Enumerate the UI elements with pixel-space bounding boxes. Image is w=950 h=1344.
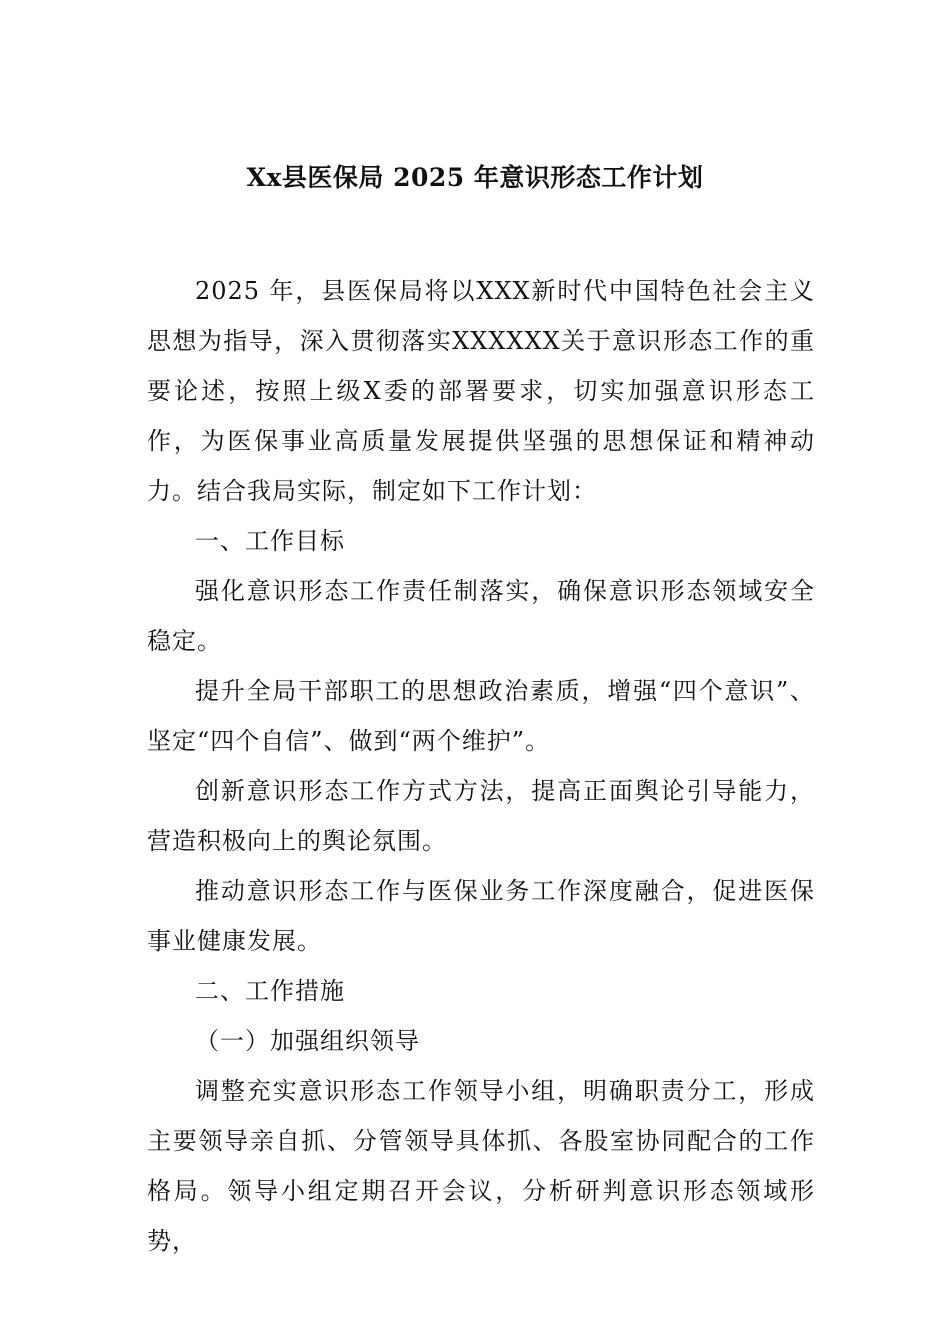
goal-paragraph-4: 推动意识形态工作与医保业务工作深度融合，促进医保事业健康发展。: [147, 877, 815, 955]
measure-paragraph-1: 调整充实意识形态工作领导小组，明确职责分工，形成主要领导亲自抓、分管领导具体抓、各股室协同配合的工作格局。领导小组定期召开会议，分析研判意识形态领域形势，: [147, 1077, 815, 1255]
section-heading-measures: 二、工作措施: [195, 977, 345, 1005]
goal-paragraph-3: 创新意识形态工作方式方法，提高正面舆论引导能力，营造积极向上的舆论氛围。: [147, 777, 815, 855]
intro-paragraph: 2025 年，县医保局将以XXX新时代中国特色社会主义思想为指导，深入贯彻落实XXXXXX关于意识形态工作的重要论述，按照上级X委的部署要求，切实加强意识形态工作，为医保事业高质量发展提供坚强的思想保证和精神动力。结合我局实际，制定如下工作计划：: [147, 277, 815, 505]
section-heading-goals: 一、工作目标: [195, 527, 345, 555]
document-title: Xx县医保局 2025 年意识形态工作计划: [246, 163, 704, 192]
document-body: [147, 266, 815, 1266]
goal-paragraph-1: 强化意识形态工作责任制落实，确保意识形态领域安全稳定。: [147, 577, 815, 655]
goal-paragraph-2: 提升全局干部职工的思想政治素质，增强“四个意识”、坚定“四个自信”、做到“两个维护”。: [147, 677, 815, 755]
subsection-heading-leadership: （一）加强组织领导: [195, 1027, 420, 1055]
